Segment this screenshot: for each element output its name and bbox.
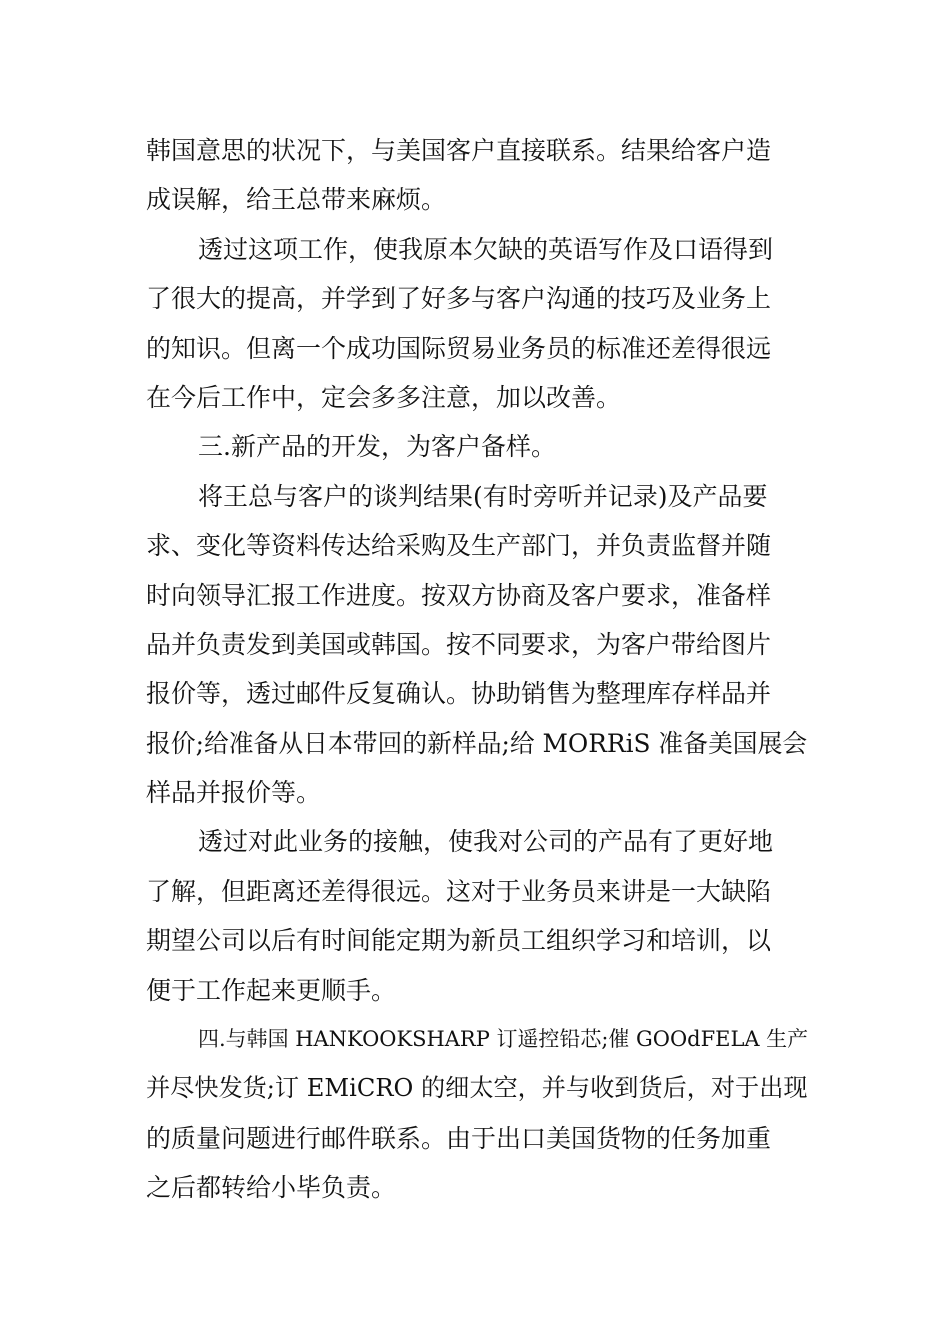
text-line: 便于工作起来更顺手。 bbox=[146, 975, 397, 1005]
text-line: 在今后工作中，定会多多注意，加以改善。 bbox=[146, 382, 622, 412]
section-heading: 四.与韩国 HANKOOKSHARP 订遥控铅芯;催 GOOdFELA 生产 bbox=[198, 1027, 809, 1052]
text-line: 的知识。但离一个成功国际贸易业务员的标准还差得很远 bbox=[146, 333, 772, 363]
text-line: 期望公司以后有时间能定期为新员工组织学习和培训，以 bbox=[146, 926, 772, 956]
text-line: 报价等，透过邮件反复确认。协助销售为整理库存样品并 bbox=[146, 679, 772, 709]
text-line: 品并负责发到美国或韩国。按不同要求，为客户带给图片 bbox=[146, 629, 772, 659]
text-line: 透过对此业务的接触，使我对公司的产品有了更好地 bbox=[198, 827, 774, 857]
document-body bbox=[146, 126, 808, 1213]
text-line: 样品并报价等。 bbox=[146, 778, 322, 808]
text-line: 的质量问题进行邮件联系。由于出口美国货物的任务加重 bbox=[146, 1123, 772, 1153]
text-line: 将王总与客户的谈判结果(有时旁听并记录)及产品要 bbox=[198, 481, 768, 511]
text-line: 成误解，给王总带来麻烦。 bbox=[146, 185, 447, 215]
text-line: 了解，但距离还差得很远。这对于业务员来讲是一大缺陷 bbox=[146, 876, 772, 906]
text-line: 透过这项工作，使我原本欠缺的英语写作及口语得到 bbox=[198, 234, 774, 264]
text-line: 并尽快发货;订 EMiCRO 的细太空，并与收到货后，对于出现 bbox=[146, 1074, 808, 1103]
text-line: 之后都转给小毕负责。 bbox=[146, 1173, 397, 1203]
text-line: 了很大的提高，并学到了好多与客户沟通的技巧及业务上 bbox=[146, 284, 772, 314]
text-line: 韩国意思的状况下，与美国客户直接联系。结果给客户造 bbox=[146, 136, 772, 165]
text-line: 报价;给准备从日本带回的新样品;给 MORRiS 准备美国展会 bbox=[146, 728, 808, 758]
section-heading: 三.新产品的开发，为客户备样。 bbox=[198, 432, 556, 462]
text-line: 求、变化等资料传达给采购及生产部门，并负责监督并随 bbox=[146, 531, 772, 561]
text-line: 时向领导汇报工作进度。按双方协商及客户要求，准备样 bbox=[146, 580, 772, 610]
